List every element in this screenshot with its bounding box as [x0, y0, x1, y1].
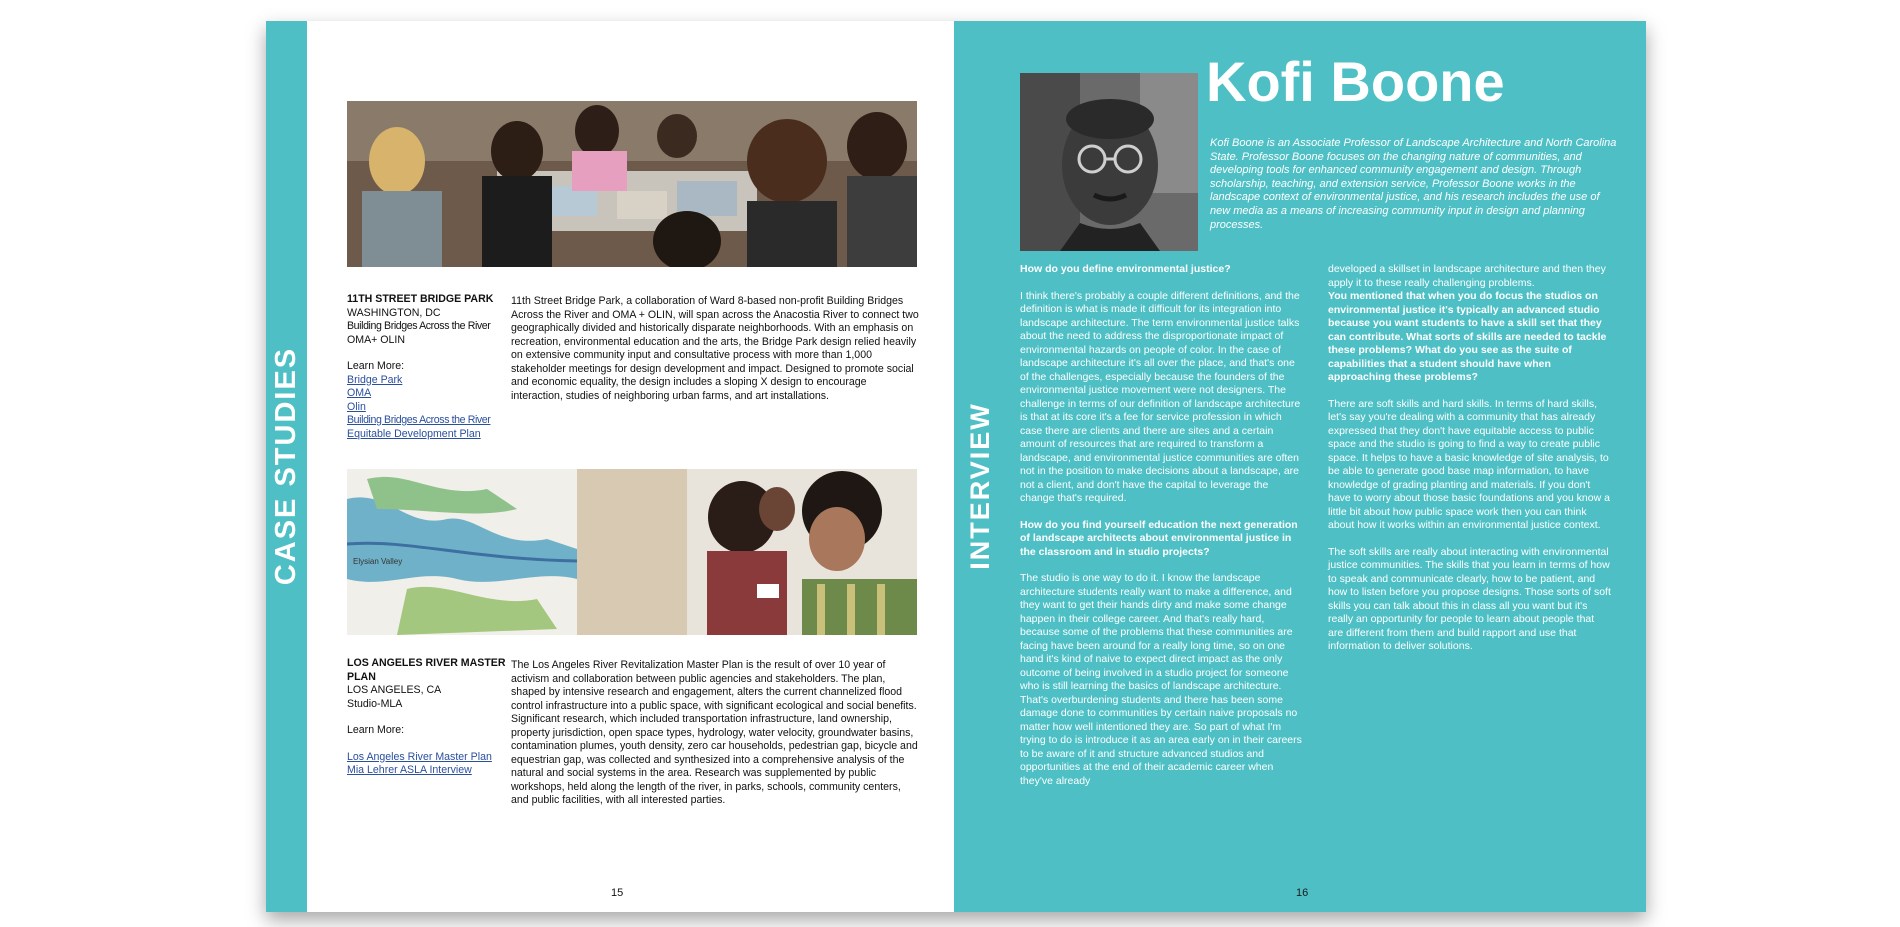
left-page-band — [266, 21, 307, 912]
page-number: 16 — [1296, 887, 1309, 899]
case-title: 11TH STREET BRIDGE PARK — [347, 293, 494, 305]
link-mia-lehrer-interview[interactable]: Mia Lehrer ASLA Interview — [347, 764, 472, 776]
left-page — [266, 21, 954, 912]
interviewee-bio: Kofi Boone is an Associate Professor of Landscape Architecture and North Carolina State. Professor Boone focuses on the changing nature of communities, and developing tools for enhanced community engagement and design. Through scholarship, teaching, and extension service, Professor Boone works in the landscape context of environmental justice, and his research includes the use of new media as a means of increasing community input in design and planning processes. — [1210, 137, 1617, 231]
question: How do you define environmental justice? — [1020, 263, 1231, 275]
case-description: The Los Angeles River Revitalization Master Plan is the result of over 10 year of activism and collaboration between public agencies and stakeholders. The plan, shaped by intensive research and engagement, alters the current channelized flood control infrastructure into a public space, with significant ecological and social benefits. Significant research, which included transportation infrastructure, land ownership, property jurisdiction, open space types, hydrology, water velocity, groundwater basins, contamination plumes, youth density, zero car households, pedestrian gap, bicycle and equestrian gap, was collected and synthesized into a comprehensive analysis of the natural and social systems in the area. Research was supplemented by public workshops, held along the length of the river, in parks, schools, community centers, and public facilities, with all interested parties. — [511, 659, 918, 806]
link-building-bridges[interactable]: Building Bridges Across the River — [347, 414, 491, 426]
la-river-workshop-photo — [347, 469, 917, 635]
case-title: LOS ANGELES RIVER MASTER PLAN — [347, 657, 506, 683]
answer: The soft skills are really about interacting with environmental justice communities. The skills that you learn in terms of how to speak and communicate clearly, how to be patient, and how to listen before you propose designs. Those sorts of soft skills you can talk about this in class all you want but it's really an opportunity for people to learn about people that are different from them and build rapport and use that information to deliver solutions. — [1328, 545, 1611, 652]
link-la-river-master-plan[interactable]: Los Angeles River Master Plan — [347, 750, 492, 763]
answer: There are soft skills and hard skills. In terms of hard skills, let's say you're dealing with a community that has already expressed that they don't have equitable access to public space and the studio is going to find a way to create public space. It helps to have a basic knowledge of site analysis, to be able to generate good base map information, to have knowledge of grading planting and materials. If you don't have to worry about those basic foundations and you know a little bit about how public space work then you can think about how it works within an environmental justice context. — [1328, 397, 1610, 531]
learn-more-label: Learn More: — [347, 360, 405, 372]
case-location: LOS ANGELES, CA — [347, 684, 442, 696]
link-equitable-development-plan[interactable]: Equitable Development Plan — [347, 427, 481, 440]
answer: The studio is one way to do it. I know the landscape architecture students really want to make a difference, and they want to get their hands dirty and make some change happen in their college career. And that's really hard, because some of the problems that these communities are facing have been around for a really long time, so on one hand it's kind of naive to expect direct impact as the only outcome of being involved in a studio project for someone who is still learning the basics of landscape architecture. That's overburdening students and there has been some damage done to communities by certain naive proposals no matter how well intentioned they are. So part of what I'm trying to do is introduce it as an area early on in their careers to be aware of it and structure advanced studios and opportunities at the end of their academic career when they've already — [1020, 572, 1302, 787]
case-client: Building Bridges Across the River — [347, 320, 491, 332]
answer: I think there's probably a couple different definitions, and the definition is what is made it difficult for its integration into landscape architecture. The term environmental justice talks about the need to address the disproportionate impact of environmental hazards on people of color. In the case of landscape architecture it's all over the place, and that's one of the challenges, especially because the founders of the environmental justice movement were not designers. The challenge in terms of our definition of landscape architecture is that at its core it's a fee for service profession in which case there are clients and there are sites and a certain amount of resources that are required to transform a landscape, and environmental justice communities are often not in the position to make decisions about a landscape, are not a client, and don't have the capital to leverage the change that's required. — [1020, 289, 1301, 504]
case-meta — [347, 293, 507, 441]
page-number: 15 — [611, 887, 624, 899]
case-designers: Studio-MLA — [347, 697, 403, 710]
link-bridge-park[interactable]: Bridge Park — [347, 373, 403, 386]
link-oma[interactable]: OMA — [347, 387, 372, 399]
portrait-photo — [1020, 73, 1198, 251]
case-designers: OMA+ OLIN — [347, 333, 405, 346]
interview-column-1 — [1020, 263, 1303, 788]
learn-more-label: Learn More: — [347, 724, 405, 736]
right-page — [954, 21, 1646, 912]
section-title: CASE STUDIES — [270, 346, 302, 586]
case-description: 11th Street Bridge Park, a collaboration of Ward 8-based non-profit Building Bridges Across the River and OMA + OLIN, will span across the Anacostia River to connect two geographically divided and historically disparate neighborhoods. With an emphasis on recreation, environmental education and the arts, the Bridge Park design relied heavily on extensive community input and consultative process with more than 1,000 stakeholder meetings for design development and impact. Designed to promote social and economic equality, the design includes a sloping X design to encourage interaction, studies of neighboring urban farms, and art installations. — [511, 295, 919, 402]
bridge-park-workshop-photo — [347, 101, 917, 267]
case-location: WASHINGTON, DC — [347, 306, 441, 319]
link-olin[interactable]: Olin — [347, 400, 366, 413]
map-label: Elysian Valley — [353, 557, 403, 566]
question: How do you find yourself education the next generation of landscape architects about environmental justice in the classroom and in studio projects? — [1020, 518, 1298, 558]
magazine-spread — [266, 21, 1646, 912]
case-meta — [347, 657, 507, 778]
question: You mentioned that when you do focus the studios on environmental justice it's typically an advanced studio because you want students to have a skill set that they can contribute. What sorts of skills are needed to tackle these problems? What do you see as the suite of capabilities that a student should have when approaching these problems? — [1328, 290, 1607, 383]
interview-column-2 — [1328, 263, 1611, 654]
interviewee-name: Kofi Boone — [1206, 50, 1505, 113]
answer: developed a skillset in landscape architecture and then they apply it to these really challenging problems. — [1328, 263, 1606, 289]
section-title: INTERVIEW — [965, 402, 995, 570]
